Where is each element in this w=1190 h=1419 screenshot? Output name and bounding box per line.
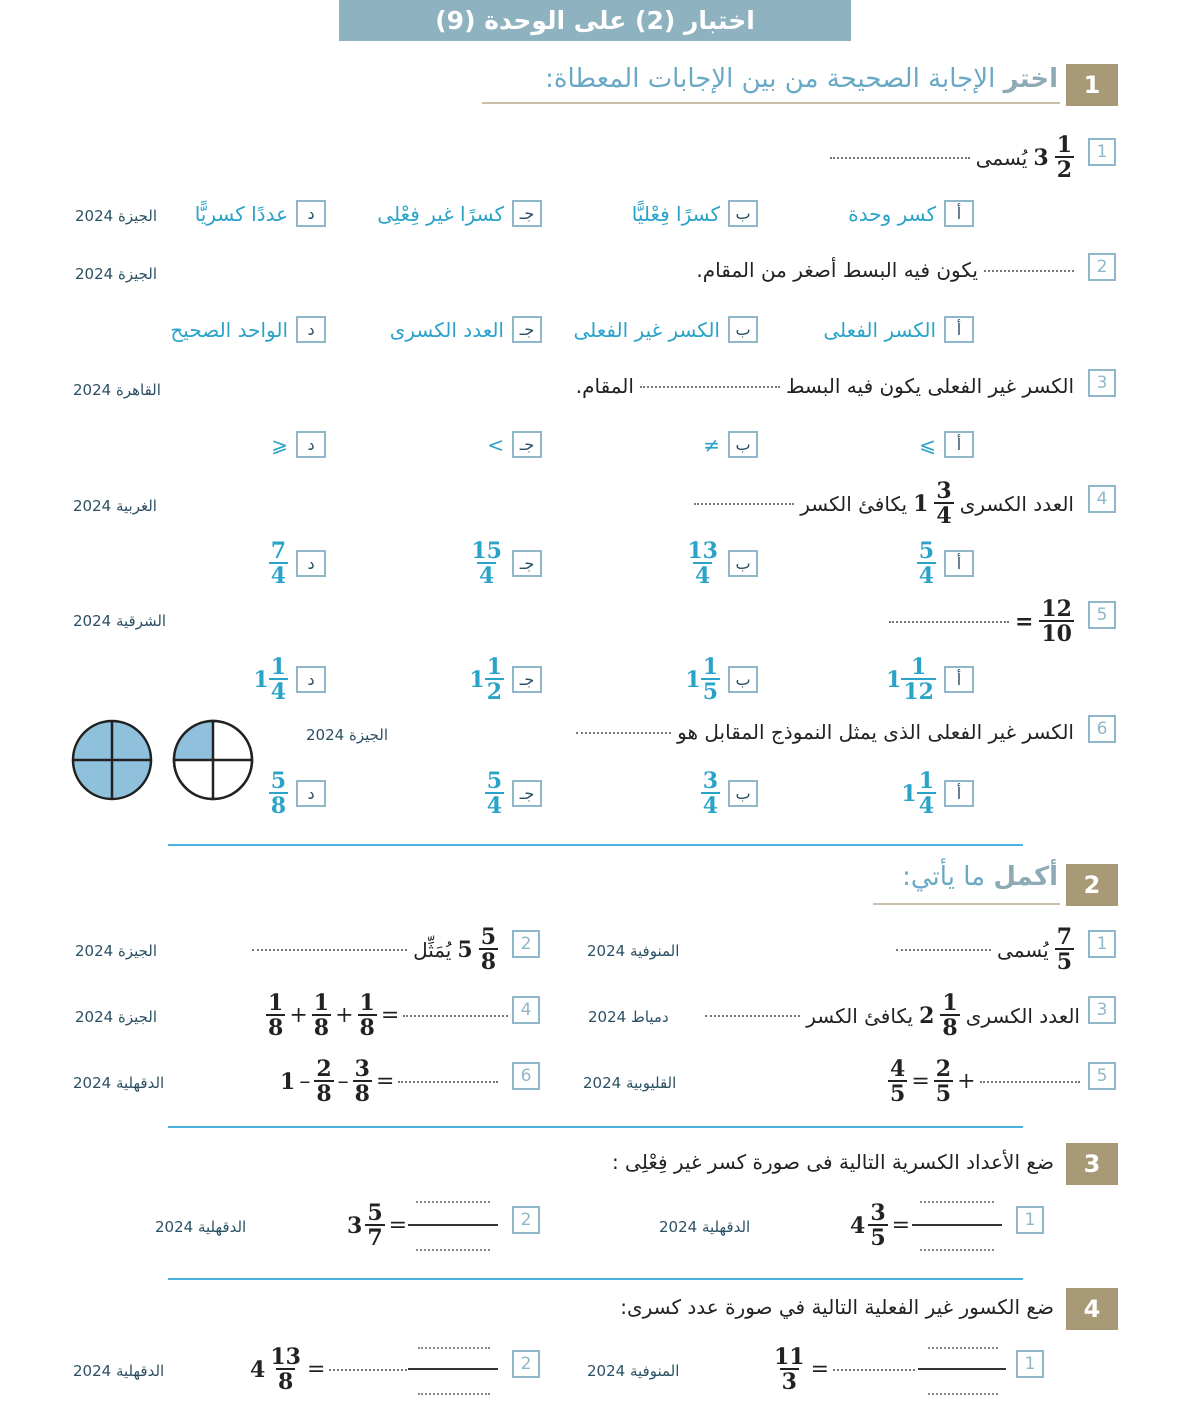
option-c[interactable]: جـ العدد الكسرى (390, 316, 542, 343)
question-4-label-b: يكافئ الكسر (800, 491, 908, 516)
source-ref: الدقهلية 2024 (155, 1218, 247, 1236)
whole-number: 1 (913, 490, 929, 517)
section-1-title-rest: الإجابة الصحيحة من بين الإجابات المعطاة: (545, 64, 996, 94)
question-number: 5 (1088, 1062, 1116, 1090)
option-a[interactable]: أ $\frac{1}{4}$ 1 (901, 770, 974, 817)
option-a[interactable]: أ ⩾ (919, 431, 974, 458)
answer-blank[interactable] (889, 620, 1009, 623)
question-number: 3 (1088, 996, 1116, 1024)
question-number: 1 (1016, 1206, 1044, 1234)
fraction-bar-line (408, 1368, 498, 1370)
source-ref: الدقهلية 2024 (73, 1362, 165, 1380)
fraction: $\frac{1}{2}$ (1056, 132, 1072, 183)
question-number: 5 (1088, 601, 1116, 629)
option-c[interactable]: جـ > (487, 431, 542, 458)
question-3-text (576, 374, 1074, 398)
question-number: 2 (1088, 253, 1116, 281)
fraction-model-figure (70, 718, 256, 802)
question-number: 2 (512, 1206, 540, 1234)
answer-blank[interactable] (252, 948, 407, 951)
question-number: 4 (512, 996, 540, 1024)
source-ref: المنوفية 2024 (587, 942, 680, 960)
section-4-number: 4 (1066, 1288, 1118, 1330)
s2-q3-label-a: العدد الكسرى (965, 1003, 1080, 1028)
option-a[interactable]: أ الكسر الفعلى (823, 316, 974, 343)
s3-question-1-expression: 4 $\frac{3}{5}$ = (850, 1200, 911, 1251)
s2-question-5-expression: $\frac{4}{5}$ = $\frac{2}{5}$ + (888, 1058, 1080, 1105)
question-3-label-b: المقام. (575, 374, 634, 398)
question-number: 2 (512, 1350, 540, 1378)
section-divider (168, 844, 1023, 846)
section-3-number: 3 (1066, 1143, 1118, 1185)
question-2-label: يكون فيه البسط أصغر من المقام. (696, 258, 978, 282)
option-a[interactable]: أ $\frac{1}{12}$ 1 (886, 656, 974, 703)
answer-blank-numerator[interactable] (418, 1346, 490, 1349)
section-2-title (902, 862, 1058, 892)
answer-blank[interactable] (896, 948, 991, 951)
page-title: اختبار (2) على الوحدة (9) (339, 0, 851, 41)
option-a[interactable]: أ $\frac{5}{4}$ (917, 540, 974, 587)
option-d[interactable]: د ⩽ (271, 431, 326, 458)
question-number: 6 (1088, 715, 1116, 743)
answer-blank[interactable] (576, 731, 671, 734)
section-2-underline (873, 903, 1060, 905)
answer-blank[interactable] (830, 156, 970, 159)
answer-blank-whole[interactable] (329, 1368, 407, 1371)
circle-quarter (174, 721, 252, 799)
question-number: 1 (1016, 1350, 1044, 1378)
answer-blank[interactable] (705, 1014, 800, 1017)
option-d[interactable]: د $\frac{1}{4}$ 1 (253, 656, 326, 703)
source-ref: الدقهلية 2024 (659, 1218, 751, 1236)
s2-question-1: $\frac{7}{5}$ يُسمى (896, 926, 1074, 973)
source-ref: القليوبية 2024 (583, 1074, 677, 1092)
option-b[interactable]: ب الكسر غير الفعلى (573, 316, 758, 343)
section-divider (168, 1126, 1023, 1128)
source-ref: القاهرة 2024 (73, 381, 161, 399)
question-number: 2 (512, 930, 540, 958)
option-b[interactable]: ب $\frac{3}{4}$ (701, 770, 758, 817)
answer-blank-numerator[interactable] (416, 1200, 490, 1203)
s2-q3-label-b: يكافئ الكسر (806, 1003, 914, 1028)
answer-blank[interactable] (980, 1080, 1080, 1083)
answer-blank[interactable] (403, 1014, 508, 1017)
section-3-title: ضع الأعداد الكسرية التالية فى صورة كسر غير فِعْلِى : (611, 1150, 1054, 1174)
source-ref: الجيزة 2024 (75, 942, 158, 960)
question-number: 3 (1088, 369, 1116, 397)
s3-question-2-expression: 3 $\frac{5}{7}$ = (347, 1200, 408, 1251)
fraction-bar-line (912, 1224, 1002, 1226)
answer-blank-numerator[interactable] (920, 1200, 994, 1203)
source-ref: دمياط 2024 (588, 1008, 669, 1026)
section-1-number: 1 (1066, 64, 1118, 106)
answer-blank[interactable] (694, 502, 794, 505)
source-ref: الجيزة 2024 (306, 726, 389, 744)
s2-question-2: $\frac{5}{8}$ 5 يُمَثِّل (252, 926, 498, 973)
answer-blank[interactable] (398, 1080, 498, 1083)
source-ref: الشرقية 2024 (73, 612, 167, 630)
equals-sign: = (1014, 608, 1034, 635)
option-a[interactable]: أ كسر وحدة (848, 200, 974, 227)
fraction-bar-line (918, 1368, 1006, 1370)
s2-question-3: العدد الكسرى $\frac{1}{8}$ 2 يكافئ الكسر (705, 992, 1080, 1039)
whole-number: 3 (1033, 144, 1049, 171)
section-2-title-rest: ما يأتي: (902, 862, 986, 892)
question-number: 1 (1088, 930, 1116, 958)
question-1-text (830, 134, 1074, 181)
section-2-number: 2 (1066, 864, 1118, 906)
s2-question-6-expression: 1 – $\frac{2}{8}$ – $\frac{3}{8}$ = (280, 1058, 498, 1105)
option-c[interactable]: جـ $\frac{15}{4}$ (469, 540, 542, 587)
answer-blank-denominator[interactable] (416, 1248, 490, 1251)
answer-blank-whole[interactable] (833, 1368, 915, 1371)
question-2-text (696, 258, 1074, 282)
option-b[interactable]: ب ≠ (703, 431, 758, 458)
source-ref: المنوفية 2024 (587, 1362, 680, 1380)
fraction: $\frac{3}{4}$ (936, 478, 952, 529)
section-1-title (545, 64, 1058, 94)
fraction: $\frac{12}{10}$ (1041, 596, 1072, 647)
s2-question-4-expression: $\frac{1}{8}$ + $\frac{1}{8}$ + $\frac{1}{8}$ = (266, 992, 508, 1039)
option-c[interactable]: جـ $\frac{1}{2}$ 1 (469, 656, 542, 703)
option-d[interactable]: د $\frac{7}{4}$ (269, 540, 326, 587)
option-b[interactable]: ب $\frac{13}{4}$ (685, 540, 758, 587)
s2-q1-label: يُسمى (997, 937, 1049, 962)
section-1-underline (482, 102, 1060, 104)
question-6-text (576, 720, 1074, 744)
section-divider (168, 1278, 1023, 1280)
option-d[interactable]: د عددًا كسريًّا (195, 200, 326, 227)
answer-blank-denominator[interactable] (928, 1392, 998, 1395)
question-number: 4 (1088, 485, 1116, 513)
question-1-label: يُسمى (975, 145, 1028, 170)
option-b[interactable]: ب $\frac{1}{5}$ 1 (685, 656, 758, 703)
source-ref: الجيزة 2024 (75, 1008, 158, 1026)
section-1-title-bold: اختر (1003, 64, 1058, 94)
source-ref: الغربية 2024 (73, 497, 157, 515)
s4-question-2-expression: 4 $\frac{13}{8}$ = (250, 1346, 407, 1393)
source-ref: الجيزة 2024 (75, 207, 158, 225)
s4-question-1-expression: $\frac{11}{3}$ = (772, 1346, 915, 1393)
option-d[interactable]: د الواحد الصحيح (170, 316, 326, 343)
answer-blank-denominator[interactable] (418, 1392, 490, 1395)
answer-blank-numerator[interactable] (928, 1346, 998, 1349)
s2-q2-label: يُمَثِّل (413, 937, 452, 962)
option-b[interactable]: ب كسرًا فِعْليًّا (632, 200, 758, 227)
question-4-label-a: العدد الكسرى (959, 491, 1074, 516)
question-3-label-a: الكسر غير الفعلى يكون فيه البسط (785, 374, 1074, 398)
fraction-bar-line (408, 1224, 498, 1226)
section-4-title: ضع الكسور غير الفعلية التالية في صورة عدد كسرى: (620, 1295, 1054, 1319)
answer-blank[interactable] (984, 269, 1074, 272)
answer-blank[interactable] (640, 385, 780, 388)
question-5-text (889, 598, 1074, 645)
source-ref: الدقهلية 2024 (73, 1074, 165, 1092)
answer-blank-denominator[interactable] (920, 1248, 994, 1251)
circle-full (73, 721, 151, 799)
option-d[interactable]: د $\frac{5}{8}$ (269, 770, 326, 817)
question-6-label: الكسر غير الفعلى الذى يمثل النموذج المقابل هو (677, 720, 1074, 744)
option-c[interactable]: جـ كسرًا غير فِعْلِى (377, 200, 542, 227)
option-c[interactable]: جـ $\frac{5}{4}$ (485, 770, 542, 817)
source-ref: الجيزة 2024 (75, 265, 158, 283)
question-number: 1 (1088, 138, 1116, 166)
question-4-text (694, 480, 1074, 527)
question-number: 6 (512, 1062, 540, 1090)
section-2-title-bold: أكمل (993, 862, 1058, 892)
